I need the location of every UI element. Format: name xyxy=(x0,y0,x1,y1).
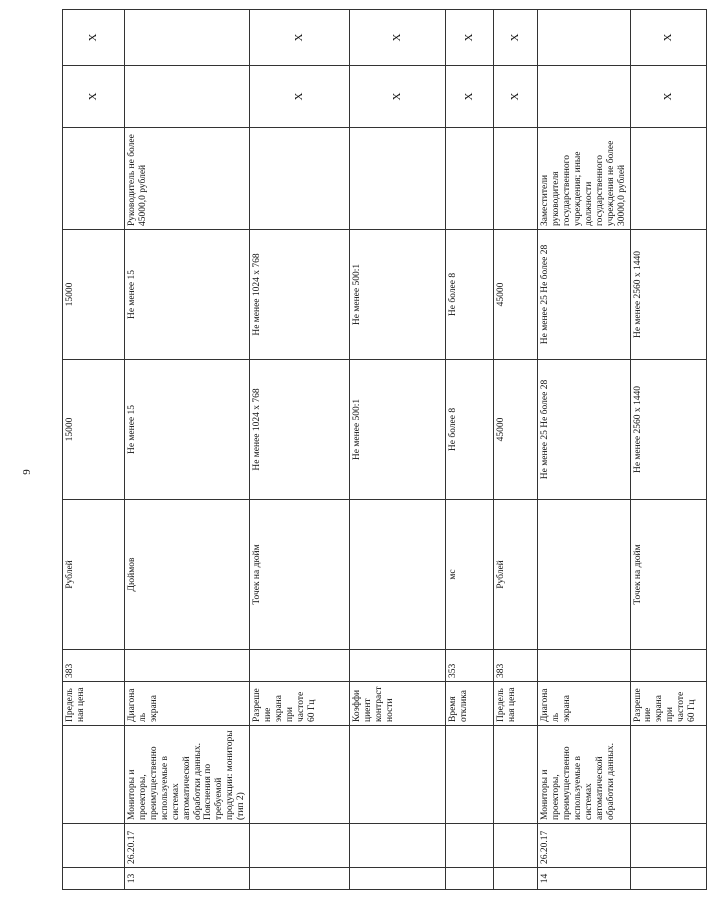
product-name-cell xyxy=(350,726,446,824)
okei-code-cell xyxy=(630,650,706,682)
okei-code-cell xyxy=(125,650,250,682)
unit-name-cell: Дюймов xyxy=(125,500,250,650)
table-row xyxy=(538,10,630,890)
mark-col-1-cell: X xyxy=(630,66,706,128)
row-number-cell xyxy=(63,868,125,890)
mark-col-1-cell xyxy=(538,66,630,128)
okei-code-cell xyxy=(538,650,630,682)
row-number-cell xyxy=(494,868,538,890)
product-name-cell xyxy=(63,726,125,824)
okpd-code-cell xyxy=(630,824,706,868)
unit-name-cell: Рублей xyxy=(494,500,538,650)
position-price-limit-cell xyxy=(350,128,446,230)
okpd-code-cell: 26.20.17 xyxy=(538,824,630,868)
characteristic-cell: Время отклика xyxy=(446,682,494,726)
mark-col-2-cell xyxy=(538,10,630,66)
mark-col-2-cell: X xyxy=(250,10,350,66)
okpd-code-cell xyxy=(63,824,125,868)
value-col-2-cell: Не менее 2560 x 1440 xyxy=(630,230,706,360)
table-row xyxy=(446,10,494,890)
row-number-cell xyxy=(446,868,494,890)
row-number-cell: 13 xyxy=(125,868,250,890)
value-col-1-cell: 45000 xyxy=(494,360,538,500)
row-number-cell xyxy=(630,868,706,890)
position-price-limit-cell xyxy=(630,128,706,230)
table-row xyxy=(630,10,706,890)
unit-name-cell: Рублей xyxy=(63,500,125,650)
table-row xyxy=(250,10,350,890)
characteristic-cell: Диагональ экрана xyxy=(538,682,630,726)
table-row xyxy=(494,10,538,890)
mark-col-1-cell: X xyxy=(446,66,494,128)
unit-name-cell: мс xyxy=(446,500,494,650)
value-col-2-cell: Не более 8 xyxy=(446,230,494,360)
product-name-cell: Мониторы и проекторы, преимущественно используемые в системах автоматической обработки данных. Пояснения по требуемой продукции: мониторы (тип 2) xyxy=(125,726,250,824)
row-number-cell xyxy=(350,868,446,890)
okei-code-cell: 383 xyxy=(494,650,538,682)
position-price-limit-cell xyxy=(250,128,350,230)
okei-code-cell xyxy=(350,650,446,682)
mark-col-1-cell: X xyxy=(350,66,446,128)
page-number: 9 xyxy=(21,469,33,475)
value-col-2-cell: Не менее 1024 x 768 xyxy=(250,230,350,360)
unit-name-cell: Точек на дюйм xyxy=(630,500,706,650)
okpd-code-cell xyxy=(494,824,538,868)
product-name-cell xyxy=(446,726,494,824)
mark-col-2-cell: X xyxy=(630,10,706,66)
characteristic-cell: Разрешение экрана при частоте 60 Гц xyxy=(630,682,706,726)
row-number-cell: 14 xyxy=(538,868,630,890)
mark-col-2-cell xyxy=(125,10,250,66)
unit-name-cell: Точек на дюйм xyxy=(250,500,350,650)
row-number-cell xyxy=(250,868,350,890)
value-col-1-cell: Не менее 1024 x 768 xyxy=(250,360,350,500)
product-name-cell: Мониторы и проекторы, преимущественно используемые в системах автоматической обработки данных. xyxy=(538,726,630,824)
okpd-code-cell xyxy=(446,824,494,868)
value-col-2-cell: Не менее 500:1 xyxy=(350,230,446,360)
product-name-cell xyxy=(494,726,538,824)
value-col-1-cell: Не более 8 xyxy=(446,360,494,500)
okei-code-cell xyxy=(250,650,350,682)
value-col-1-cell: Не менее 15 xyxy=(125,360,250,500)
position-price-limit-cell: Руководитель не более 45000,0 рублей xyxy=(125,128,250,230)
mark-col-2-cell: X xyxy=(350,10,446,66)
value-col-1-cell: Не менее 25 Не более 28 xyxy=(538,360,630,500)
spec-table xyxy=(62,9,707,890)
spec-table-region xyxy=(62,10,698,890)
unit-name-cell xyxy=(538,500,630,650)
product-name-cell xyxy=(250,726,350,824)
mark-col-1-cell: X xyxy=(63,66,125,128)
value-col-1-cell: Не менее 2560 x 1440 xyxy=(630,360,706,500)
characteristic-cell: Диагональ экрана xyxy=(125,682,250,726)
table-row xyxy=(63,10,125,890)
characteristic-cell: Предельная цена xyxy=(63,682,125,726)
value-col-2-cell: Не менее 25 Не более 28 xyxy=(538,230,630,360)
okei-code-cell: 353 xyxy=(446,650,494,682)
mark-col-2-cell: X xyxy=(446,10,494,66)
table-row xyxy=(350,10,446,890)
product-name-cell xyxy=(630,726,706,824)
characteristic-cell: Разрешение экрана при частоте 60 Гц xyxy=(250,682,350,726)
position-price-limit-cell xyxy=(446,128,494,230)
value-col-1-cell: Не менее 500:1 xyxy=(350,360,446,500)
position-price-limit-cell: Заместители руководителя государственного учреждения; иные должности государственного учреждения не более 30000,0 рублей xyxy=(538,128,630,230)
characteristic-cell: Предельная цена xyxy=(494,682,538,726)
position-price-limit-cell xyxy=(494,128,538,230)
value-col-2-cell: 45000 xyxy=(494,230,538,360)
mark-col-1-cell: X xyxy=(250,66,350,128)
unit-name-cell xyxy=(350,500,446,650)
mark-col-1-cell: X xyxy=(494,66,538,128)
position-price-limit-cell xyxy=(63,128,125,230)
okpd-code-cell xyxy=(250,824,350,868)
characteristic-cell: Коэффициент контрастности xyxy=(350,682,446,726)
okpd-code-cell xyxy=(350,824,446,868)
okei-code-cell: 383 xyxy=(63,650,125,682)
value-col-1-cell: 15000 xyxy=(63,360,125,500)
table-row xyxy=(125,10,250,890)
value-col-2-cell: 15000 xyxy=(63,230,125,360)
mark-col-1-cell xyxy=(125,66,250,128)
value-col-2-cell: Не менее 15 xyxy=(125,230,250,360)
mark-col-2-cell: X xyxy=(63,10,125,66)
okpd-code-cell: 26.20.17 xyxy=(125,824,250,868)
mark-col-2-cell: X xyxy=(494,10,538,66)
